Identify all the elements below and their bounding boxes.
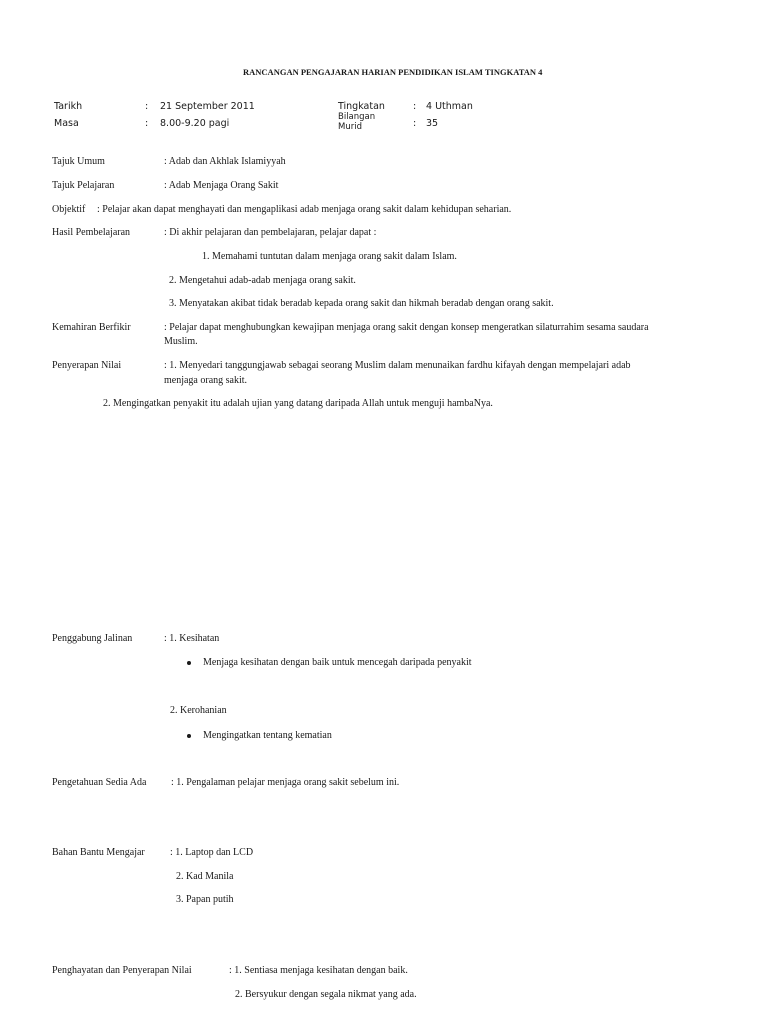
penyerapan-line-2: menjaga orang sakit. (164, 375, 248, 386)
penyerapan-label: Penyerapan Nilai (52, 360, 122, 371)
bilangan-label-2: Murid (338, 122, 362, 132)
penggabung-item-1: : 1. Kesihatan (164, 633, 220, 644)
tajuk-pelajaran-value: : Adab Menjaga Orang Sakit (164, 180, 279, 191)
bilangan-value: 35 (426, 118, 439, 129)
hasil-item-3: 3. Menyatakan akibat tidak beradab kepada orang sakit dan hikmah beradab dengan orang sakit. (169, 298, 554, 309)
tarikh-colon: : (145, 101, 149, 112)
penyerapan-line-1: : 1. Menyedari tanggungjawab sebagai seorang Muslim dalam menunaikan fardhu kifayah dengan mempelajari adab (164, 360, 631, 371)
penggabung-bullet-2: Mengingatkan tentang kematian (203, 730, 332, 741)
tajuk-umum-value: : Adab dan Akhlak Islamiyyah (164, 156, 286, 167)
hasil-label: Hasil Pembelajaran (52, 227, 131, 238)
penghayatan-item-1: : 1. Sentiasa menjaga kesihatan dengan baik. (229, 965, 408, 976)
tingkatan-value: 4 Uthman (426, 101, 473, 112)
tingkatan-colon: : (413, 101, 417, 112)
masa-value: 8.00-9.20 pagi (160, 118, 230, 129)
bullet-icon (187, 734, 191, 738)
objektif-label: Objektif (52, 204, 86, 215)
tajuk-pelajaran-label: Tajuk Pelajaran (52, 180, 115, 191)
penggabung-label: Penggabung Jalinan (52, 633, 133, 644)
bahan-label: Bahan Bantu Mengajar (52, 847, 145, 858)
pengetahuan-label: Pengetahuan Sedia Ada (52, 777, 147, 788)
masa-label: Masa (54, 118, 79, 129)
kemahiran-line-1: : Pelajar dapat menghubungkan kewajipan menjaga orang sakit dengan konsep mengeratkan silaturrahim sesama saudara (164, 322, 649, 333)
bilangan-colon: : (413, 118, 417, 129)
kemahiran-label: Kemahiran Berfikir (52, 322, 131, 333)
bullet-icon (187, 661, 191, 665)
penggabung-item-2: 2. Kerohanian (170, 705, 227, 716)
bilangan-label-1: Bilangan (338, 112, 376, 122)
objektif-value: : Pelajar akan dapat menghayati dan mengaplikasi adab menjaga orang sakit dalam kehidupan seharian. (97, 204, 512, 215)
hasil-item-2: 2. Mengetahui adab-adab menjaga orang sakit. (169, 275, 356, 286)
tajuk-umum-label: Tajuk Umum (52, 156, 105, 167)
kemahiran-line-2: Muslim. (164, 336, 198, 347)
penyerapan-line-3: 2. Mengingatkan penyakit itu adalah ujian yang datang daripada Allah untuk menguji hambaNya. (103, 398, 493, 409)
tarikh-value: 21 September 2011 (160, 101, 255, 112)
bahan-item-3: 3. Papan putih (176, 894, 234, 905)
penghayatan-label: Penghayatan dan Penyerapan Nilai (52, 965, 192, 976)
penghayatan-item-2: 2. Bersyukur dengan segala nikmat yang ada. (235, 989, 417, 1000)
hasil-intro: : Di akhir pelajaran dan pembelajaran, pelajar dapat : (164, 227, 377, 238)
bahan-item-2: 2. Kad Manila (176, 871, 234, 882)
tingkatan-label: Tingkatan (338, 101, 385, 112)
pengetahuan-value: : 1. Pengalaman pelajar menjaga orang sakit sebelum ini. (171, 777, 400, 788)
penggabung-bullet-1: Menjaga kesihatan dengan baik untuk mencegah daripada penyakit (203, 657, 472, 668)
page-title: RANCANGAN PENGAJARAN HARIAN PENDIDIKAN ISLAM TINGKATAN 4 (243, 67, 543, 77)
tarikh-label: Tarikh (54, 101, 83, 112)
bahan-item-1: : 1. Laptop dan LCD (170, 847, 254, 858)
hasil-item-1: 1. Memahami tuntutan dalam menjaga orang sakit dalam Islam. (202, 251, 457, 262)
masa-colon: : (145, 118, 149, 129)
